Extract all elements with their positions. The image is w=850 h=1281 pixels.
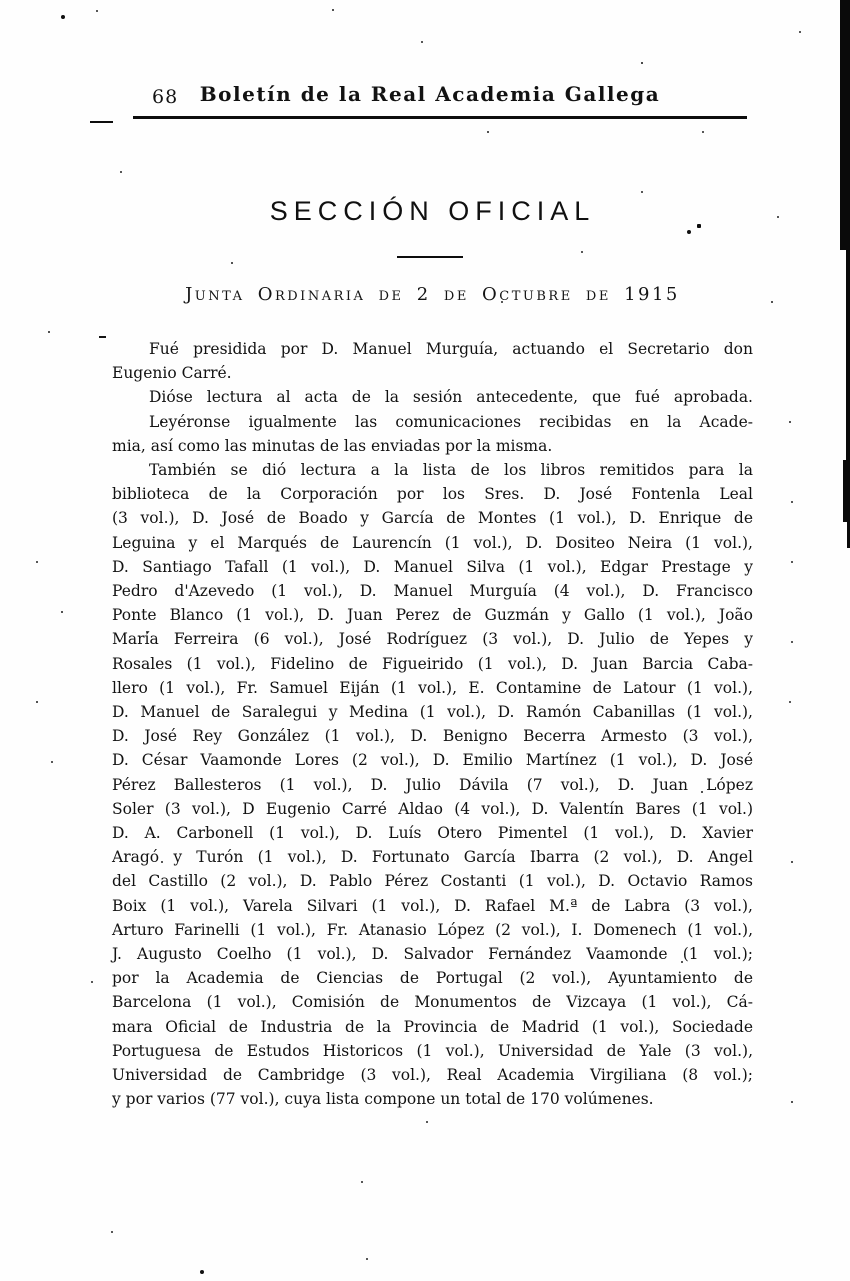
text-line: Aragó y Turón (1 vol.), D. Fortunato García Ibarra (2 vol.), D. Angel <box>112 848 753 867</box>
paragraph <box>112 458 753 1111</box>
text-line: Portuguesa de Estudos Historicos (1 vol.), Universidad de Yale (3 vol.), <box>112 1041 753 1060</box>
text-line: mara Oficial de Industria de la Provincia de Madrid (1 vol.), Sociedade <box>112 1017 753 1036</box>
text-line: por la Academia de Ciencias de Portugal (2 vol.), Ayuntamiento de <box>112 969 753 988</box>
text-line: Arturo Farinelli (1 vol.), Fr. Atanasio López (2 vol.), I. Domenech (1 vol.), <box>112 920 753 939</box>
section-title: SECCIÓN OFICIAL <box>269 196 596 226</box>
text-line: D. José Rey González (1 vol.), D. Benigno Becerra Armesto (3 vol.), <box>112 727 753 746</box>
ink-dot-artifact <box>697 224 701 228</box>
journal-title: Boletín de la Real Academia Gallega <box>199 82 661 106</box>
scan-noise-speckles <box>0 0 2 2</box>
text-line: Leyéronse igualmente las comunicaciones recibidas en la Acade- <box>149 412 753 431</box>
scan-margin-mark <box>99 336 106 338</box>
text-line: Rosales (1 vol.), Fidelino de Figueirido (1 vol.), D. Juan Barcia Caba- <box>112 654 753 673</box>
meeting-heading: Junta Ordinaria de 2 de Octubre de 1915 <box>185 284 680 305</box>
text-line: del Castillo (2 vol.), D. Pablo Pérez Costanti (1 vol.), D. Octavio Ramos <box>112 872 753 891</box>
text-line: D. A. Carbonell (1 vol.), D. Luís Otero Pimentel (1 vol.), D. Xavier <box>112 824 753 843</box>
text-line: D. César Vaamonde Lores (2 vol.), D. Emilio Martínez (1 vol.), D. José <box>112 751 753 770</box>
text-line: Pérez Ballesteros (1 vol.), D. Julio Dávila (7 vol.), D. Juan López <box>112 775 753 794</box>
text-line: Ponte Blanco (1 vol.), D. Juan Perez de Guzmán y Gallo (1 vol.), João <box>112 606 753 625</box>
text-line: Eugenio Carré. <box>112 364 232 383</box>
scan-edge-artifact <box>840 0 850 250</box>
scan-edge-artifact <box>846 250 850 460</box>
minutes-text <box>112 337 753 1112</box>
section-divider-rule <box>397 256 463 258</box>
paragraph <box>112 337 753 385</box>
text-line: Barcelona (1 vol.), Comisión de Monumentos de Vizcaya (1 vol.), Cá- <box>112 993 753 1012</box>
text-line: llero (1 vol.), Fr. Samuel Eiján (1 vol.), E. Contamine de Latour (1 vol.), <box>112 678 753 697</box>
text-line: Leguina y el Marqués de Laurencín (1 vol.), D. Dositeo Neira (1 vol.), <box>112 533 753 552</box>
page-number: 68 <box>152 86 179 108</box>
scan-edge-artifact <box>843 460 850 522</box>
text-line: D. Santiago Tafall (1 vol.), D. Manuel Silva (1 vol.), Edgar Prestage y <box>112 557 753 576</box>
header-rule-fragment <box>90 121 113 123</box>
text-line: Fué presidida por D. Manuel Murguía, actuando el Secretario don <box>149 340 753 358</box>
text-line: y por varios (77 vol.), cuya lista compone un total de 170 volúmenes. <box>112 1090 654 1109</box>
text-line: (3 vol.), D. José de Boado y García de Montes (1 vol.), D. Enrique de <box>112 509 753 528</box>
text-line: D. Manuel de Saralegui y Medina (1 vol.), D. Ramón Cabanillas (1 vol.), <box>112 703 753 722</box>
text-line: Universidad de Cambridge (3 vol.), Real Academia Virgiliana (8 vol.); <box>112 1066 753 1085</box>
text-line: Boix (1 vol.), Varela Silvari (1 vol.), D. Rafael M.ª de Labra (3 vol.), <box>112 896 753 915</box>
header-rule <box>133 116 747 119</box>
text-line: Soler (3 vol.), D Eugenio Carré Aldao (4 vol.), D. Valentín Bares (1 vol.) <box>112 799 753 818</box>
text-line: J. Augusto Coelho (1 vol.), D. Salvador Fernández Vaamonde (1 vol.); <box>112 945 753 964</box>
paragraph <box>112 385 753 409</box>
text-line: También se dió lectura a la lista de los libros remitidos para la <box>149 461 753 480</box>
text-line: Dióse lectura al acta de la sesión antecedente, que fué aprobada. <box>149 388 753 407</box>
text-line: María Ferreira (6 vol.), José Rodríguez (3 vol.), D. Julio de Yepes y <box>112 630 753 649</box>
text-line: Pedro d'Azevedo (1 vol.), D. Manuel Murguía (4 vol.), D. Francisco <box>112 582 753 601</box>
paragraph <box>112 410 753 458</box>
text-line: biblioteca de la Corporación por los Sres. D. José Fontenla Leal <box>112 485 753 504</box>
text-line: mia, así como las minutas de las enviadas por la misma. <box>112 436 553 455</box>
